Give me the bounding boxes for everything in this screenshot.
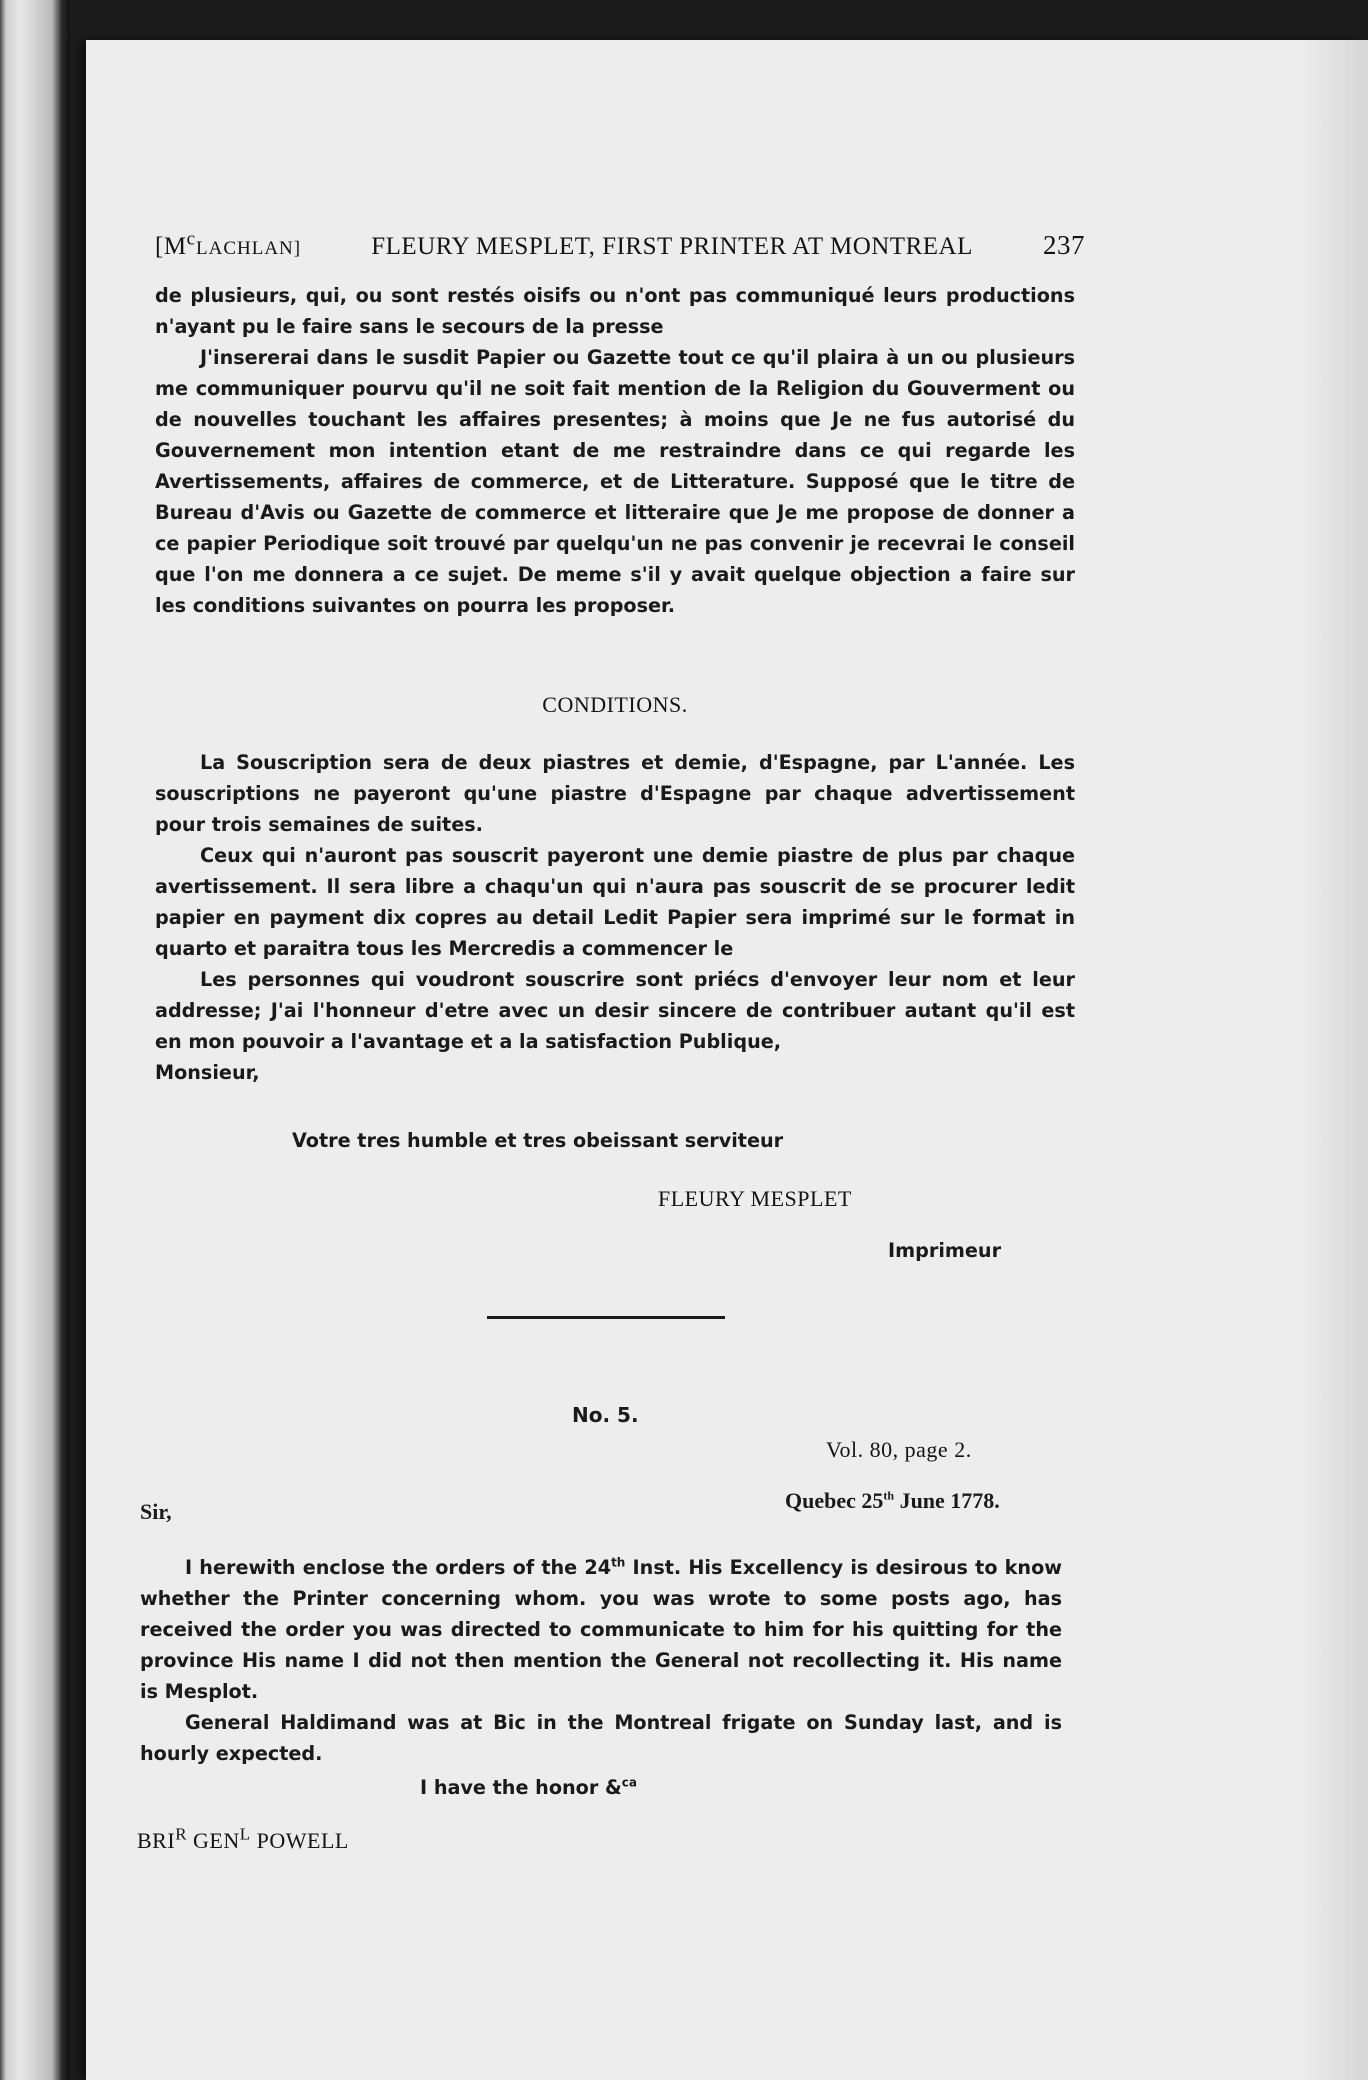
running-header [155,230,1085,261]
addressee: $BRI^R$ $GEN^L$ POWELL [137,1824,349,1853]
book-binding-edge [0,0,70,2080]
letter-number: No. 5. [572,1403,639,1427]
header-author: $[M^cLACHLAN]$ [155,228,302,260]
salutation-close: Monsieur, [155,1061,260,1084]
closing-line: Votre tres humble et tres obeissant serviteur [292,1129,784,1152]
salutation: Sir, [140,1499,172,1524]
volume-reference: Vol. 80, page 2. [826,1437,972,1462]
paragraph: Les personnes qui voudront souscrire sont priécs d'envoyer leur nom et leur addresse; J'ai l'honneur d'etre avec un desir sincere de contribuer autant qu'il est en mon pouvoir a l'avantage et a la satisfaction Publique, [155,968,1075,1053]
paragraph: I herewith enclose the orders of the 24th Inst. His Excellency is desirous to know whether the Printer concerning whom. you was wrote to some posts ago, has received the order you was directed to communicate to him for his quitting for the province His name I did not then mention the General not recollecting it. His name is Mesplot. [140,1555,1063,1703]
header-title: FLEURY MESPLET, FIRST PRINTER AT MONTREAL [371,233,973,260]
page-shadow [1298,40,1368,2080]
paragraph: La Souscription sera de deux piastres et demie, d'Espagne, par L'année. Les souscriptions ne payeront qu'une piastre d'Espagne par chaque advertissement pour trois semaines de suites. [155,751,1075,836]
signature-title: Imprimeur [888,1239,1002,1262]
letter-closing: I have the honor &$^{ca}$ [420,1775,637,1799]
paragraph: General Haldimand was at Bic in the Montreal frigate on Sunday last, and is hourly expected. [140,1711,1062,1765]
conditions-text [155,747,1075,1088]
place-date: Quebec 25th June 1778. [785,1488,1000,1513]
conditions-heading: CONDITIONS. [542,692,688,717]
page-number: 237 [1042,230,1085,260]
signature-name: FLEURY MESPLET [658,1186,852,1211]
paragraph: Ceux qui n'auront pas souscrit payeront une demie piastre de plus par chaque avertissement. Il sera libre a chaqu'un qui n'aura pas souscrit de se procurer ledit papier en payment dix copres au detail Ledit Papier sera imprimé sur le format in quarto et paraitra tous les Mercredis a commencer le [155,844,1075,960]
paragraph: J'insererai dans le susdit Papier ou Gazette tout ce qu'il plaira à un ou plusieurs me communiquer pourvu qu'il ne soit fait mention de la Religion du Gouverment ou de nouvelles touchant les affaires presentes; à moins que Je ne fus autorisé du Gouvernement mon intention etant de me restraindre dans ce qui regarde les Avertissements, affaires de commerce, et de Litterature. Supposé que le titre de Bureau d'Avis ou Gazette de commerce et litteraire que Je me propose de donner a ce papier Periodique soit trouvé par quelqu'un ne pas convenir je recevrai le conseil que l'on me donnera a ce sujet. De meme s'il y avait quelque objection a faire sur les conditions suivantes on pourra les proposer. [155,346,1075,617]
paragraph: de plusieurs, qui, ou sont restés oisifs ou n'ont pas communiqué leurs productions n'ayant pu le faire sans le secours de la presse [155,284,1075,338]
intro-text [155,280,1075,621]
divider-rule [487,1316,725,1319]
letter-body [140,1552,1062,1769]
